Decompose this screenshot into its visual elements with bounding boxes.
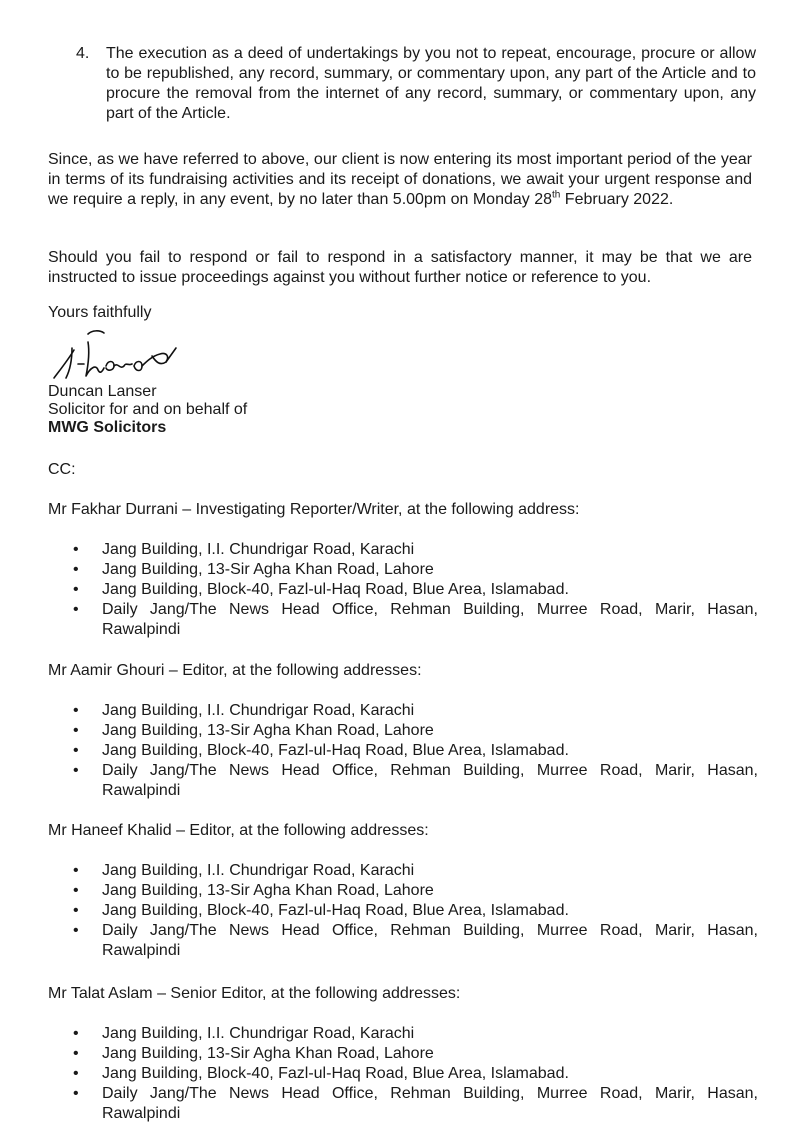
bullet-icon: • [73, 742, 79, 759]
signatory-role: Solicitor for and on behalf of [48, 401, 248, 418]
address-item [48, 600, 758, 640]
address-item [48, 741, 758, 761]
bullet-icon: • [73, 722, 79, 739]
bullet-icon: • [73, 902, 79, 919]
address-item [48, 560, 758, 580]
address-list [48, 861, 758, 961]
address-item [48, 540, 758, 560]
address-item [48, 901, 758, 921]
closing-salutation: Yours faithfully [48, 304, 152, 321]
address-text: Jang Building, I.I. Chundrigar Road, Karachi [102, 702, 415, 719]
address-item [48, 1044, 758, 1064]
deadline-superscript: th [552, 189, 561, 201]
address-text: Daily Jang/The News Head Office, Rehman Building, Murree Road, Marir, Hasan, Rawalpindi [102, 601, 758, 638]
address-item [48, 1084, 758, 1124]
address-item [48, 580, 758, 600]
handwritten-signature [48, 326, 198, 382]
address-text: Jang Building, I.I. Chundrigar Road, Karachi [102, 862, 415, 879]
cc-label: CC: [48, 461, 76, 478]
address-item [48, 1064, 758, 1084]
recipient-section [48, 821, 758, 961]
recipient-heading: Mr Fakhar Durrani – Investigating Reporter/Writer, at the following address: [48, 501, 580, 518]
bullet-icon: • [73, 862, 79, 879]
paragraph-proceedings: Should you fail to respond or fail to respond in a satisfactory manner, it may be that we are instructed to issue proceedings against you without further notice or reference to you. [48, 249, 752, 286]
address-item [48, 761, 758, 801]
bullet-icon: • [73, 1025, 79, 1042]
deadline-text-before: Since, as we have referred to above, our client is now entering its most important period of the year in terms of its fundraising activities and its receipt of donations, we await your urgent response and we require a reply, in any event, by no later than 5.00pm on Monday 28 [48, 151, 752, 208]
bullet-icon: • [73, 922, 79, 939]
bullet-icon: • [73, 601, 79, 618]
recipient-heading: Mr Aamir Ghouri – Editor, at the following addresses: [48, 662, 422, 679]
bullet-icon: • [73, 561, 79, 578]
address-text: Jang Building, 13-Sir Agha Khan Road, Lahore [102, 722, 434, 739]
signatory-name: Duncan Lanser [48, 383, 157, 400]
address-text: Daily Jang/The News Head Office, Rehman Building, Murree Road, Marir, Hasan, Rawalpindi [102, 762, 758, 799]
recipient-heading: Mr Haneef Khalid – Editor, at the following addresses: [48, 822, 429, 839]
bullet-icon: • [73, 1045, 79, 1062]
address-text: Jang Building, 13-Sir Agha Khan Road, Lahore [102, 1045, 434, 1062]
bullet-icon: • [73, 541, 79, 558]
address-item [48, 921, 758, 961]
deadline-text-after: February 2022. [560, 191, 674, 208]
firm-name: MWG Solicitors [48, 419, 167, 436]
address-text: Jang Building, Block-40, Fazl-ul-Haq Road, Blue Area, Islamabad. [102, 742, 569, 759]
bullet-icon: • [73, 702, 79, 719]
bullet-icon: • [73, 1065, 79, 1082]
address-list [48, 540, 758, 640]
address-item [48, 881, 758, 901]
address-text: Jang Building, 13-Sir Agha Khan Road, Lahore [102, 882, 434, 899]
address-list [48, 1024, 758, 1124]
address-text: Daily Jang/The News Head Office, Rehman Building, Murree Road, Marir, Hasan, Rawalpindi [102, 922, 758, 959]
numbered-item-4 [76, 44, 756, 124]
address-list [48, 701, 758, 801]
recipient-heading: Mr Talat Aslam – Senior Editor, at the following addresses: [48, 985, 461, 1002]
recipient-section [48, 500, 758, 640]
address-text: Jang Building, I.I. Chundrigar Road, Karachi [102, 1025, 415, 1042]
paragraph-deadline [48, 150, 752, 210]
bullet-icon: • [73, 762, 79, 779]
address-item [48, 701, 758, 721]
address-item [48, 721, 758, 741]
address-text: Jang Building, Block-40, Fazl-ul-Haq Road, Blue Area, Islamabad. [102, 1065, 569, 1082]
recipient-section [48, 984, 758, 1124]
address-item [48, 861, 758, 881]
bullet-icon: • [73, 1085, 79, 1102]
signature-block [48, 383, 247, 437]
bullet-icon: • [73, 882, 79, 899]
address-text: Jang Building, Block-40, Fazl-ul-Haq Road, Blue Area, Islamabad. [102, 902, 569, 919]
bullet-icon: • [73, 581, 79, 598]
recipient-section [48, 661, 758, 801]
item-text: The execution as a deed of undertakings by you not to repeat, encourage, procure or allow to be republished, any record, summary, or commentary upon, any part of the Article and to procure the removal from the internet of any record, summary, or commentary upon, any part of the Article. [106, 45, 756, 122]
item-number: 4. [76, 45, 90, 62]
address-text: Jang Building, 13-Sir Agha Khan Road, Lahore [102, 561, 434, 578]
address-text: Jang Building, I.I. Chundrigar Road, Karachi [102, 541, 415, 558]
address-item [48, 1024, 758, 1044]
address-text: Jang Building, Block-40, Fazl-ul-Haq Road, Blue Area, Islamabad. [102, 581, 569, 598]
address-text: Daily Jang/The News Head Office, Rehman Building, Murree Road, Marir, Hasan, Rawalpindi [102, 1085, 758, 1122]
